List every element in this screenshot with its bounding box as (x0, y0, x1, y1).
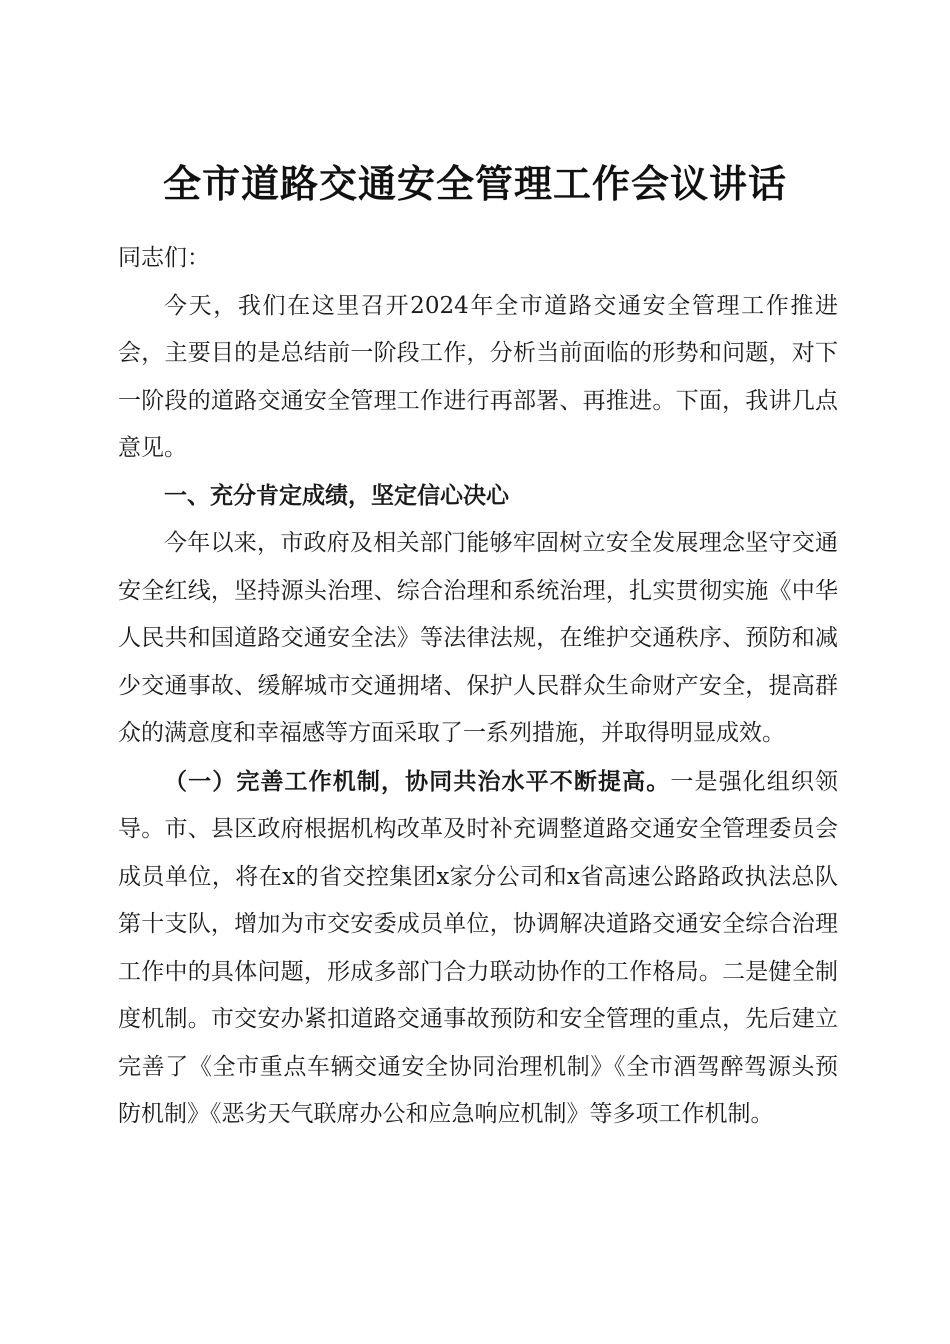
subsection-1-body: 一是强化组织领导。市、县区政府根据机构改革及时补充调整道路交通安全管理委员会成员单位，将在x的省交控集团x家分公司和x省高速公路路政执法总队第十支队，增加为市交安委成员单位，协调解决道路交通安全综合治理工作中的具体问题，形成多部门合力联动协作的工作格局。二是健全制度机制。市交安办紧扣道路交通事故预防和安全管理的重点，先后建立完善了《全市重点车辆交通安全协同治理机制》《全市酒驾醉驾源头预防机制》《恶劣天气联席办公和应急响应机制》等多项工作机制。 (118, 768, 839, 1127)
subsection-1-paragraph (118, 758, 838, 1139)
intro-paragraph: 今天，我们在这里召开2024年全市道路交通安全管理工作推进会，主要目的是总结前一阶段工作，分析当前面临的形势和问题，对下一阶段的道路交通安全管理工作进行再部署、再推进。下面，我讲几点意见。 (118, 292, 838, 461)
section-1-paragraph: 今年以来，市政府及相关部门能够牢固树立安全发展理念坚守交通安全红线，坚持源头治理、综合治理和系统治理，扎实贯彻实施《中华人民共和国道路交通安全法》等法律法规，在维护交通秩序、预防和减少交通事故、缓解城市交通拥堵、保护人民群众生命财产安全，提高群众的满意度和幸福感等方面采取了一系列措施，并取得明显成效。 (118, 530, 838, 746)
page-title: 全市道路交通安全管理工作会议讲话 (162, 161, 787, 207)
document-body (118, 235, 838, 1139)
salutation: 同志们： (118, 245, 210, 271)
section-heading-1: 一、充分肯定成绩，坚定信心决心 (164, 482, 509, 509)
subsection-heading-1: （一）完善工作机制，协同共治水平不断提高。 (164, 767, 671, 795)
